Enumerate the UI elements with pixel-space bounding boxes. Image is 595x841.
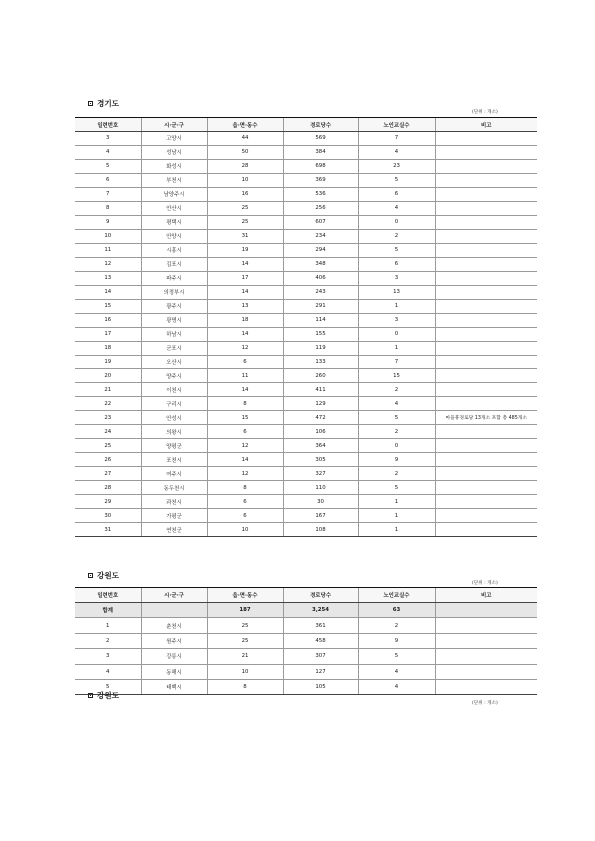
table-cell: 1	[358, 495, 435, 509]
table-cell: 6	[207, 355, 283, 369]
table-cell: 44	[207, 132, 283, 146]
gyeonggi-table	[75, 117, 537, 537]
table-row	[75, 383, 537, 397]
table-cell: 20	[75, 369, 141, 383]
table-cell: 광주시	[141, 299, 207, 313]
table-cell: 3	[75, 132, 141, 146]
table-cell: 평택시	[141, 215, 207, 229]
table-cell	[435, 679, 537, 694]
gyeonggi-title: 경기도	[97, 99, 120, 108]
table-cell: 31	[207, 229, 283, 243]
table-cell: 2	[358, 229, 435, 243]
table-cell	[435, 271, 537, 285]
column-header: 노인교실수	[358, 588, 435, 603]
table-cell: 406	[283, 271, 358, 285]
table-row	[75, 411, 537, 425]
table-cell: 25	[75, 439, 141, 453]
table-cell: 4	[358, 201, 435, 215]
table-cell: 화성시	[141, 159, 207, 173]
gangwon-continued-unit-label: (단위 : 개소)	[472, 701, 498, 706]
table-cell: 25	[207, 633, 283, 648]
table-cell: 6	[207, 509, 283, 523]
table-cell: 243	[283, 285, 358, 299]
table-cell	[435, 132, 537, 146]
column-header: 읍·면·동수	[207, 118, 283, 132]
table-cell	[435, 285, 537, 299]
table-cell: 8	[207, 481, 283, 495]
table-row	[75, 397, 537, 411]
gangwon-continued-section-title	[88, 690, 119, 701]
table-cell: 16	[207, 187, 283, 201]
table-row	[75, 285, 537, 299]
table-cell: 472	[283, 411, 358, 425]
column-header: 시·군·구	[141, 588, 207, 603]
square-bullet-icon	[88, 693, 93, 698]
table-cell: 106	[283, 425, 358, 439]
table-cell: 9	[358, 633, 435, 648]
gangwon-continued-title: 강원도	[97, 691, 120, 700]
total-row	[75, 603, 537, 618]
table-row	[75, 523, 537, 537]
table-cell: 태백시	[141, 679, 207, 694]
table-cell: 25	[207, 201, 283, 215]
table-cell: 2	[358, 425, 435, 439]
table-cell: 29	[75, 495, 141, 509]
table-cell: 8	[207, 397, 283, 411]
table-cell: 4	[75, 664, 141, 679]
table-cell: 이천시	[141, 383, 207, 397]
table-row	[75, 369, 537, 383]
column-header: 비고	[435, 588, 537, 603]
table-cell: 291	[283, 299, 358, 313]
table-cell: 10	[207, 173, 283, 187]
table-cell: 364	[283, 439, 358, 453]
table-cell: 384	[283, 145, 358, 159]
table-cell: 14	[207, 285, 283, 299]
table-cell	[435, 341, 537, 355]
table-cell: 14	[207, 453, 283, 467]
table-cell: 14	[75, 285, 141, 299]
table-cell	[435, 495, 537, 509]
column-header: 경로당수	[283, 588, 358, 603]
table-cell: 348	[283, 257, 358, 271]
table-cell: 4	[358, 664, 435, 679]
table-cell	[435, 313, 537, 327]
table-cell	[435, 453, 537, 467]
table-row	[75, 649, 537, 664]
table-cell: 7	[358, 132, 435, 146]
table-cell: 동두천시	[141, 481, 207, 495]
table-header-row	[75, 118, 537, 132]
table-cell: 63	[358, 603, 435, 618]
table-row	[75, 313, 537, 327]
table-cell: 양평군	[141, 439, 207, 453]
table-cell: 3	[358, 313, 435, 327]
table-cell: 21	[75, 383, 141, 397]
table-cell	[435, 201, 537, 215]
column-header: 비고	[435, 118, 537, 132]
table-cell	[435, 481, 537, 495]
table-cell: 119	[283, 341, 358, 355]
table-cell	[435, 299, 537, 313]
table-row	[75, 453, 537, 467]
table-cell: 26	[75, 453, 141, 467]
table-cell	[435, 664, 537, 679]
table-cell: 오산시	[141, 355, 207, 369]
table-cell: 10	[207, 664, 283, 679]
table-cell: 536	[283, 187, 358, 201]
table-row	[75, 679, 537, 694]
table-cell: 6	[75, 173, 141, 187]
column-header: 일련번호	[75, 118, 141, 132]
table-cell: 17	[207, 271, 283, 285]
table-cell	[435, 243, 537, 257]
table-cell: 여주시	[141, 467, 207, 481]
table-cell: 1	[358, 341, 435, 355]
table-row	[75, 201, 537, 215]
gangwon-title: 강원도	[97, 571, 120, 580]
table-cell: 5	[358, 411, 435, 425]
table-cell: 28	[207, 159, 283, 173]
table-cell: 7	[75, 187, 141, 201]
table-cell: 5	[358, 481, 435, 495]
gyeonggi-unit-label: (단위 : 개소)	[472, 110, 498, 115]
table-cell: 1	[358, 299, 435, 313]
table-cell	[435, 369, 537, 383]
table-cell: 14	[207, 257, 283, 271]
table-cell: 114	[283, 313, 358, 327]
table-cell	[435, 159, 537, 173]
table-cell	[435, 145, 537, 159]
table-cell: 합계	[75, 603, 141, 618]
table-cell	[435, 439, 537, 453]
table-cell: 12	[207, 439, 283, 453]
table-cell: 30	[75, 509, 141, 523]
table-cell: 23	[358, 159, 435, 173]
table-cell	[435, 215, 537, 229]
table-cell: 안양시	[141, 229, 207, 243]
table-cell: 9	[358, 453, 435, 467]
table-cell: 50	[207, 145, 283, 159]
table-cell: 4	[358, 397, 435, 411]
table-cell: 5	[75, 159, 141, 173]
table-cell: 김포시	[141, 257, 207, 271]
gyeonggi-section-title	[88, 98, 119, 109]
table-cell: 10	[75, 229, 141, 243]
table-cell	[435, 633, 537, 648]
table-cell: 305	[283, 453, 358, 467]
table-cell: 5	[358, 649, 435, 664]
table-cell: 6	[207, 425, 283, 439]
table-cell	[435, 509, 537, 523]
table-cell: 411	[283, 383, 358, 397]
table-row	[75, 495, 537, 509]
table-cell: 9	[75, 215, 141, 229]
table-cell: 13	[207, 299, 283, 313]
square-bullet-icon	[88, 573, 93, 578]
table-cell	[141, 603, 207, 618]
table-row	[75, 467, 537, 481]
table-header-row	[75, 588, 537, 603]
table-row	[75, 509, 537, 523]
table-cell	[435, 618, 537, 633]
table-cell: 포천시	[141, 453, 207, 467]
table-cell: 13	[75, 271, 141, 285]
table-cell: 가평군	[141, 509, 207, 523]
table-cell: 294	[283, 243, 358, 257]
table-cell: 5	[358, 173, 435, 187]
table-cell: 3	[358, 271, 435, 285]
table-row	[75, 633, 537, 648]
table-cell: 1	[75, 618, 141, 633]
table-cell: 11	[75, 243, 141, 257]
table-cell: 108	[283, 523, 358, 537]
table-cell: 24	[75, 425, 141, 439]
table-cell: 안성시	[141, 411, 207, 425]
table-cell: 6	[358, 257, 435, 271]
table-cell: 25	[207, 618, 283, 633]
table-row	[75, 355, 537, 369]
table-cell	[435, 173, 537, 187]
table-cell: 마을휴경로당 13개소 포함 총 485개소	[435, 411, 537, 425]
column-header: 일련번호	[75, 588, 141, 603]
table-cell: 4	[358, 679, 435, 694]
table-cell: 6	[207, 495, 283, 509]
table-cell: 연천군	[141, 523, 207, 537]
table-row	[75, 132, 537, 146]
table-cell: 16	[75, 313, 141, 327]
table-cell: 0	[358, 327, 435, 341]
table-cell: 27	[75, 467, 141, 481]
table-row	[75, 271, 537, 285]
table-cell	[435, 397, 537, 411]
table-cell: 12	[207, 467, 283, 481]
table-cell: 0	[358, 215, 435, 229]
table-cell: 2	[358, 383, 435, 397]
table-cell: 2	[75, 633, 141, 648]
table-cell: 22	[75, 397, 141, 411]
table-cell	[435, 327, 537, 341]
table-cell: 부천시	[141, 173, 207, 187]
table-row	[75, 327, 537, 341]
table-cell: 234	[283, 229, 358, 243]
table-cell	[435, 467, 537, 481]
table-cell: 30	[283, 495, 358, 509]
table-cell: 369	[283, 173, 358, 187]
table-cell: 21	[207, 649, 283, 664]
table-cell: 110	[283, 481, 358, 495]
table-cell: 19	[75, 355, 141, 369]
table-row	[75, 257, 537, 271]
table-cell: 18	[75, 341, 141, 355]
table-cell: 3,254	[283, 603, 358, 618]
table-row	[75, 439, 537, 453]
table-cell: 시흥시	[141, 243, 207, 257]
table-cell	[435, 355, 537, 369]
gangwon-unit-label: (단위 : 개소)	[472, 581, 498, 586]
table-cell: 춘천시	[141, 618, 207, 633]
table-cell: 133	[283, 355, 358, 369]
table-row	[75, 215, 537, 229]
table-cell: 10	[207, 523, 283, 537]
table-cell: 23	[75, 411, 141, 425]
table-cell: 의정부시	[141, 285, 207, 299]
table-cell: 8	[207, 679, 283, 694]
table-cell	[435, 603, 537, 618]
table-cell: 256	[283, 201, 358, 215]
table-cell: 3	[75, 649, 141, 664]
table-cell	[435, 425, 537, 439]
table-cell: 2	[358, 618, 435, 633]
table-row	[75, 145, 537, 159]
table-cell: 15	[207, 411, 283, 425]
table-cell: 17	[75, 327, 141, 341]
table-cell: 31	[75, 523, 141, 537]
table-cell: 성남시	[141, 145, 207, 159]
table-cell: 698	[283, 159, 358, 173]
table-row	[75, 243, 537, 257]
table-cell	[435, 523, 537, 537]
table-row	[75, 481, 537, 495]
table-cell: 127	[283, 664, 358, 679]
table-cell: 11	[207, 369, 283, 383]
table-cell: 1	[358, 523, 435, 537]
table-cell: 양주시	[141, 369, 207, 383]
table-cell	[435, 649, 537, 664]
table-row	[75, 341, 537, 355]
table-row	[75, 159, 537, 173]
table-row	[75, 187, 537, 201]
column-header: 읍·면·동수	[207, 588, 283, 603]
table-cell: 15	[358, 369, 435, 383]
table-cell: 12	[207, 341, 283, 355]
table-cell: 1	[358, 509, 435, 523]
table-cell: 607	[283, 215, 358, 229]
table-cell: 5	[358, 243, 435, 257]
table-cell: 의왕시	[141, 425, 207, 439]
gangwon-section-title	[88, 570, 119, 581]
table-cell: 155	[283, 327, 358, 341]
table-cell: 6	[358, 187, 435, 201]
table-cell: 569	[283, 132, 358, 146]
table-cell: 동해시	[141, 664, 207, 679]
column-header: 시·군·구	[141, 118, 207, 132]
table-cell: 하남시	[141, 327, 207, 341]
table-cell: 원주시	[141, 633, 207, 648]
table-cell: 25	[207, 215, 283, 229]
table-cell: 14	[207, 327, 283, 341]
table-cell: 458	[283, 633, 358, 648]
table-cell: 13	[358, 285, 435, 299]
table-cell: 7	[358, 355, 435, 369]
table-row	[75, 618, 537, 633]
table-cell: 18	[207, 313, 283, 327]
table-cell	[435, 257, 537, 271]
table-cell: 14	[207, 383, 283, 397]
table-cell: 327	[283, 467, 358, 481]
square-bullet-icon	[88, 101, 93, 106]
table-cell: 361	[283, 618, 358, 633]
table-cell: 광명시	[141, 313, 207, 327]
table-cell: 고양시	[141, 132, 207, 146]
table-cell: 167	[283, 509, 358, 523]
table-cell: 28	[75, 481, 141, 495]
table-cell: 8	[75, 201, 141, 215]
table-cell: 12	[75, 257, 141, 271]
table-cell: 군포시	[141, 341, 207, 355]
table-cell: 4	[75, 145, 141, 159]
table-cell	[435, 383, 537, 397]
table-cell: 260	[283, 369, 358, 383]
table-cell: 강릉시	[141, 649, 207, 664]
table-cell: 105	[283, 679, 358, 694]
table-row	[75, 664, 537, 679]
table-cell: 과천시	[141, 495, 207, 509]
column-header: 노인교실수	[358, 118, 435, 132]
table-cell: 307	[283, 649, 358, 664]
table-cell: 2	[358, 467, 435, 481]
gangwon-table	[75, 587, 537, 695]
table-cell	[435, 187, 537, 201]
table-cell	[435, 229, 537, 243]
table-cell: 129	[283, 397, 358, 411]
table-cell: 19	[207, 243, 283, 257]
table-cell: 구리시	[141, 397, 207, 411]
table-cell: 파주시	[141, 271, 207, 285]
table-cell: 4	[358, 145, 435, 159]
table-cell: 5	[75, 679, 141, 694]
table-row	[75, 173, 537, 187]
table-cell: 15	[75, 299, 141, 313]
table-cell: 안산시	[141, 201, 207, 215]
table-row	[75, 299, 537, 313]
table-row	[75, 229, 537, 243]
table-cell: 남양주시	[141, 187, 207, 201]
table-row	[75, 425, 537, 439]
table-cell: 187	[207, 603, 283, 618]
table-cell: 0	[358, 439, 435, 453]
column-header: 경로당수	[283, 118, 358, 132]
